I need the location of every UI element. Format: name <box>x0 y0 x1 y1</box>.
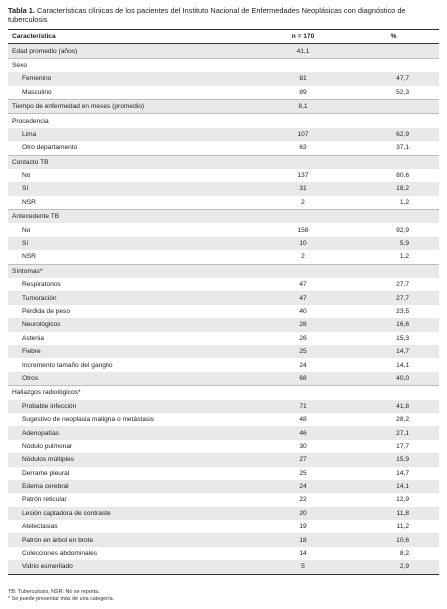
table-row <box>8 86 439 100</box>
table-row <box>8 520 439 533</box>
row-label: Adenopatías <box>8 426 258 439</box>
caption-label: Tabla 1. <box>8 6 35 15</box>
row-percent: 62,9 <box>348 128 439 141</box>
row-percent: 14,7 <box>348 345 439 358</box>
row-label: Edad promedio (años) <box>8 44 258 58</box>
table-footnotes <box>8 589 439 603</box>
row-label: Otros <box>8 372 258 386</box>
row-label: Procedencia <box>8 114 258 128</box>
table-row <box>8 305 439 318</box>
row-count <box>258 210 348 224</box>
row-percent <box>348 58 439 72</box>
row-percent: 15,9 <box>348 453 439 466</box>
table-row <box>8 547 439 560</box>
row-percent: 52,3 <box>396 88 409 96</box>
table-row <box>8 467 439 480</box>
row-percent: 47,7 <box>348 72 439 85</box>
table-row <box>8 533 439 546</box>
row-count: 46 <box>258 426 348 439</box>
table-row <box>8 44 439 58</box>
row-percent: 92,9 <box>396 226 409 234</box>
table-row <box>8 250 439 264</box>
row-label: Femenino <box>8 72 258 85</box>
row-count: 63 <box>299 144 307 152</box>
table-header-row <box>8 30 439 44</box>
row-percent: 23,5 <box>396 308 409 315</box>
row-percent: 15,3 <box>396 334 409 342</box>
row-percent: 17,7 <box>396 442 409 450</box>
row-label: Sexo <box>8 58 258 72</box>
row-percent: 11,2 <box>396 523 409 531</box>
row-label: Pérdida de peso <box>22 308 71 315</box>
table-row <box>8 318 439 331</box>
table-caption <box>8 6 439 24</box>
row-count: 22 <box>299 496 307 504</box>
row-label: Sí <box>8 237 258 250</box>
table-row <box>8 58 439 72</box>
row-percent: 27,7 <box>348 291 439 304</box>
table-row <box>8 345 439 358</box>
table-row <box>8 210 439 224</box>
row-count: 40 <box>299 308 307 315</box>
row-label: Probable infección <box>8 400 258 413</box>
row-count <box>258 155 348 169</box>
row-label: Síntomas* <box>8 264 258 278</box>
row-percent: 1,2 <box>399 198 409 206</box>
row-count: 25 <box>258 345 348 358</box>
table-row <box>8 128 439 141</box>
row-label: Hallazgos radiológicos* <box>8 386 258 400</box>
row-count: 25 <box>299 469 307 477</box>
row-label: Contacto TB <box>8 155 258 169</box>
table-row <box>8 264 439 278</box>
row-label: Sugestivo de neoplasia maligna o metástasis <box>22 416 154 424</box>
table-row <box>8 332 439 345</box>
row-label: Lima <box>8 128 258 141</box>
table-row <box>8 223 439 236</box>
row-label: Vidrio esmerilado <box>8 560 258 574</box>
row-percent <box>348 155 439 169</box>
row-label: Sí <box>8 182 258 195</box>
row-count: 31 <box>258 182 348 195</box>
row-percent: 12,9 <box>396 496 409 504</box>
row-count: 28 <box>258 318 348 331</box>
row-label: Fiebre <box>8 345 258 358</box>
caption-text: Características clínicas de los pacientes del Instituto Nacional de Enfermedades Neoplásicas con diagnóstico de tuberculosis <box>8 6 406 24</box>
row-label: Nódulos múltiples <box>8 453 258 466</box>
table-row <box>8 386 439 400</box>
table-row <box>8 291 439 304</box>
row-label: No <box>22 226 31 234</box>
row-count: 137 <box>297 172 309 180</box>
table-row <box>8 400 439 413</box>
row-count <box>258 114 348 128</box>
row-percent <box>348 386 439 400</box>
row-count: 20 <box>258 507 348 520</box>
row-label: Nódulo pulmonar <box>22 442 73 450</box>
row-count: 2 <box>301 198 305 206</box>
row-count: 81 <box>258 72 348 85</box>
header-n: n = 170 <box>258 30 348 44</box>
row-label: Edema cerebral <box>8 480 258 493</box>
table-row <box>8 237 439 250</box>
row-count <box>258 58 348 72</box>
row-label: Colecciones abdominales <box>22 550 98 558</box>
row-percent <box>348 44 439 58</box>
row-count: 48 <box>299 416 307 424</box>
row-label: Masculino <box>22 88 52 96</box>
table-row <box>8 426 439 439</box>
row-label: Neurológicos <box>8 318 258 331</box>
row-count: 71 <box>258 400 348 413</box>
row-percent: 14,1 <box>396 361 409 369</box>
table-row <box>8 182 439 195</box>
row-count: 24 <box>299 361 307 369</box>
table-row <box>8 453 439 466</box>
row-count: 18 <box>258 533 348 546</box>
row-percent: 40,0 <box>348 372 439 386</box>
table-row <box>8 114 439 128</box>
row-label: Otro departamento <box>22 144 78 152</box>
row-count: 14 <box>299 550 307 558</box>
row-percent: 27,1 <box>348 426 439 439</box>
row-percent: 5,9 <box>348 237 439 250</box>
table-row <box>8 413 439 426</box>
table-row <box>8 72 439 85</box>
row-count <box>258 386 348 400</box>
row-percent: 1,2 <box>399 253 409 261</box>
row-count: 10 <box>258 237 348 250</box>
row-count: 2 <box>301 253 305 261</box>
table-row <box>8 372 439 386</box>
table-row <box>8 169 439 182</box>
footnote-abbreviations: TB: Tuberculosis, NSR: No se reporta. <box>8 588 100 595</box>
row-count: 47 <box>258 291 348 304</box>
row-count: 68 <box>258 372 348 386</box>
table-row <box>8 196 439 210</box>
row-percent: 28,2 <box>396 416 409 424</box>
table-row <box>8 278 439 291</box>
table-row <box>8 480 439 493</box>
characteristics-table <box>8 29 439 575</box>
row-count <box>258 264 348 278</box>
row-percent <box>348 114 439 128</box>
header-characteristic: Característica <box>8 30 258 44</box>
table-row <box>8 560 439 574</box>
footnote-multiple-categories: * Se puede presentar más de una categoría. <box>8 595 115 602</box>
row-label: Tiempo de enfermedad en meses (promedio) <box>8 99 258 113</box>
header-percent: % <box>348 30 439 44</box>
row-percent: 37,1 <box>396 144 409 152</box>
row-count: 26 <box>299 334 307 342</box>
row-percent: 11,8 <box>348 507 439 520</box>
table-row <box>8 141 439 155</box>
table-row <box>8 99 439 113</box>
row-label: NSR <box>22 198 36 206</box>
table-row <box>8 440 439 453</box>
row-percent: 8,2 <box>399 550 409 558</box>
row-count: 89 <box>299 88 307 96</box>
row-label: Lesión captadora de contraste <box>8 507 258 520</box>
row-percent: 27,7 <box>396 281 409 289</box>
row-label: Antecedente TB <box>8 210 258 224</box>
row-label: Patrón en árbol en brote <box>8 533 258 546</box>
row-count: 24 <box>258 480 348 493</box>
row-count: 47 <box>299 281 307 289</box>
row-label: No <box>22 172 31 180</box>
table-row <box>8 493 439 506</box>
row-label: Incremento tamaño del ganglio <box>22 361 113 369</box>
row-label: Astenia <box>22 334 44 342</box>
row-label: NSR <box>22 253 36 261</box>
row-percent <box>348 264 439 278</box>
row-label: Derrame pleural <box>22 469 70 477</box>
table-row <box>8 155 439 169</box>
row-label: Atelectasias <box>22 523 58 531</box>
row-percent: 16,6 <box>348 318 439 331</box>
row-percent <box>348 210 439 224</box>
row-percent: 14,1 <box>348 480 439 493</box>
row-count: 5 <box>258 560 348 574</box>
row-count: 107 <box>258 128 348 141</box>
table-body <box>8 44 439 574</box>
row-label: Respiratorios <box>22 281 61 289</box>
row-percent: 80,6 <box>396 172 409 180</box>
row-percent: 2,9 <box>348 560 439 574</box>
row-percent: 41,8 <box>348 400 439 413</box>
row-percent: 14,7 <box>396 469 409 477</box>
row-label: Tumoración <box>8 291 258 304</box>
row-count: 30 <box>299 442 307 450</box>
table-row <box>8 358 439 371</box>
row-label: Patrón reticular <box>22 496 67 504</box>
row-count: 158 <box>297 226 309 234</box>
row-count: 19 <box>299 523 307 531</box>
row-count: 8,1 <box>258 99 348 113</box>
row-count: 27 <box>258 453 348 466</box>
row-percent <box>348 99 439 113</box>
row-percent: 10,6 <box>348 533 439 546</box>
row-count: 41,1 <box>258 44 348 58</box>
table-row <box>8 507 439 520</box>
row-percent: 18,2 <box>348 182 439 195</box>
